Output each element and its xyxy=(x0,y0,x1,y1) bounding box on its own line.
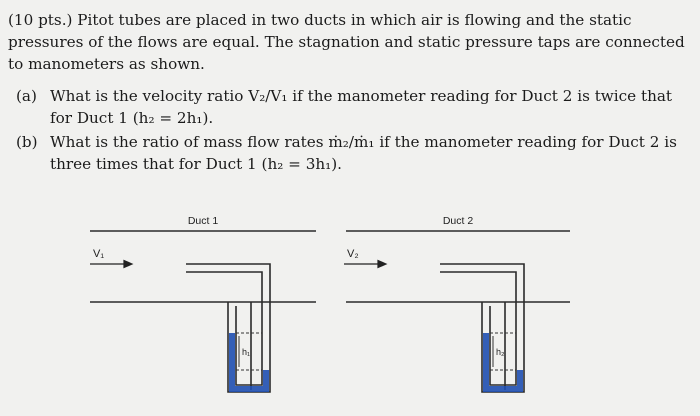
problem-intro: (10 pts.) Pitot tubes are placed in two ducts in which air is flowing and the static pressures of the flows are equal. The stagnation and static pressure taps are connected to manometers as shown. xyxy=(8,11,685,73)
duct2-arrow-head xyxy=(378,261,386,268)
part-a-text: What is the velocity ratio V₂/V₁ if the manometer reading for Duct 2 is twice that for Duct 1 (h₂ = 2h₁). xyxy=(50,87,673,127)
pitot-tube-diagram xyxy=(0,200,700,416)
duct1-height-label: h₁ xyxy=(242,347,251,357)
duct1-title: Duct 1 xyxy=(187,215,219,227)
duct2-velocity-label: V₂ xyxy=(347,248,359,260)
duct1-velocity-label: V₁ xyxy=(93,248,105,260)
problem-parts xyxy=(8,85,692,175)
duct1-arrow-head xyxy=(124,261,132,268)
part-b xyxy=(8,131,692,175)
duct2-height-label: h₂ xyxy=(496,347,505,357)
duct2-title: Duct 2 xyxy=(442,215,474,227)
duct2-manometer-fluid xyxy=(483,333,523,392)
duct1-manometer-fluid xyxy=(229,333,269,392)
duct1-pitot-tube-outer xyxy=(186,264,270,392)
part-b-text: What is the ratio of mass flow rates ṁ₂/ṁ₁ if the manometer reading for Duct 2 is three times that for Duct 1 (h₂ = 3h₁). xyxy=(50,133,677,173)
part-b-label: (b) xyxy=(16,133,38,151)
problem-statement xyxy=(8,9,692,177)
part-a-label: (a) xyxy=(16,87,37,105)
part-a xyxy=(8,85,692,129)
duct2-pitot-tube-outer xyxy=(440,264,524,392)
